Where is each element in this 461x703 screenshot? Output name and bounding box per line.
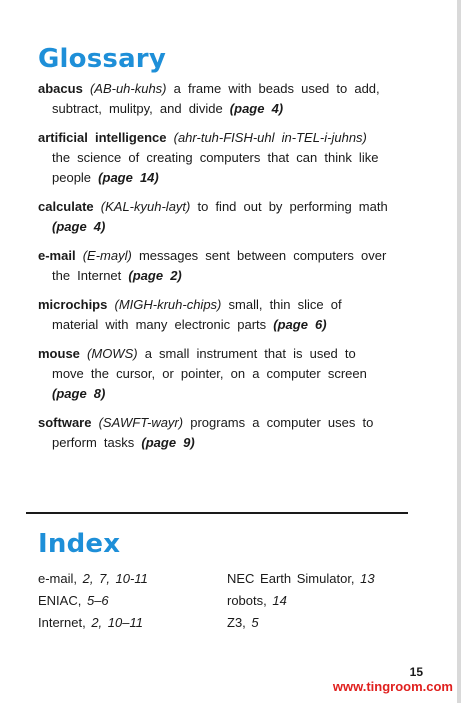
glossary-page-ref: (page 8) [52, 386, 106, 401]
index-column-right [227, 568, 375, 634]
index-pages: 14 [272, 593, 287, 608]
glossary-heading: Glossary [38, 44, 166, 74]
glossary-term: abacus [38, 81, 83, 96]
glossary-term: software [38, 415, 92, 430]
index-column-left [38, 568, 148, 634]
glossary-definition: messages sent between computers over the Internet [52, 248, 387, 283]
glossary-page-ref: (page 4) [52, 219, 106, 234]
index-item [227, 568, 375, 590]
index-item [227, 612, 375, 634]
index-item [38, 612, 148, 634]
index-term: ENIAC, [38, 593, 82, 608]
index-pages: 2, 7, 10-11 [82, 571, 148, 586]
glossary-definition: programs a computer uses to perform tasks [52, 415, 374, 450]
glossary-page-ref: (page 4) [229, 101, 284, 116]
index-pages: 5 [251, 615, 259, 630]
index-pages: 13 [360, 571, 375, 586]
glossary-definition: the science of creating computers that can think like people [52, 150, 379, 185]
glossary-entry-software [38, 413, 388, 453]
glossary-page-ref: (page 6) [273, 317, 327, 332]
glossary-pronunciation: (ahr-tuh-FISH-uhl in-TEL-i-juhns) [173, 130, 367, 145]
glossary-pronunciation: (SAWFT-wayr) [98, 415, 184, 430]
glossary-entry-e-mail [38, 246, 388, 286]
glossary-entry-calculate [38, 197, 388, 237]
index-heading: Index [38, 529, 121, 559]
glossary-pronunciation: (KAL-kyuh-layt) [100, 199, 191, 214]
page-number: 15 [409, 665, 423, 679]
index-term: Internet, [38, 615, 86, 630]
glossary-definition: to find out by performing math [197, 199, 388, 214]
glossary-page-ref: (page 14) [98, 170, 159, 185]
glossary-term: artificial intelligence [38, 130, 167, 145]
glossary-term: calculate [38, 199, 94, 214]
index-item [38, 568, 148, 590]
glossary-list [38, 79, 388, 462]
glossary-definition: a frame with beads used to add, subtract, mulitpy, and divide [52, 81, 380, 116]
glossary-page-ref: (page 9) [141, 435, 195, 450]
glossary-entry-abacus [38, 79, 388, 119]
glossary-term: e-mail [38, 248, 76, 263]
section-divider [26, 512, 408, 514]
index-term: robots, [227, 593, 267, 608]
glossary-definition: small, thin slice of material with many electronic parts [52, 297, 342, 332]
watermark: www.tingroom.com [332, 679, 453, 694]
index-term: NEC Earth Simulator, [227, 571, 355, 586]
glossary-term: mouse [38, 346, 80, 361]
glossary-entry-mouse [38, 344, 388, 404]
glossary-pronunciation: (AB-uh-kuhs) [89, 81, 167, 96]
index-pages: 2, 10–11 [91, 615, 143, 630]
index-item [38, 590, 148, 612]
index-term: e-mail, [38, 571, 78, 586]
index-term: Z3, [227, 615, 246, 630]
glossary-entry-microchips [38, 295, 388, 335]
glossary-pronunciation: (MIGH-kruh-chips) [114, 297, 222, 312]
page-edge-shadow [457, 0, 461, 703]
glossary-page-ref: (page 2) [128, 268, 182, 283]
glossary-term: microchips [38, 297, 108, 312]
glossary-entry-artificial-intelligence [38, 128, 388, 188]
index-item [227, 590, 375, 612]
glossary-pronunciation: (MOWS) [87, 346, 138, 361]
glossary-pronunciation: (E-mayl) [82, 248, 132, 263]
index-pages: 5–6 [86, 593, 109, 608]
glossary-definition: a small instrument that is used to move the cursor, or pointer, on a computer screen [52, 346, 367, 381]
